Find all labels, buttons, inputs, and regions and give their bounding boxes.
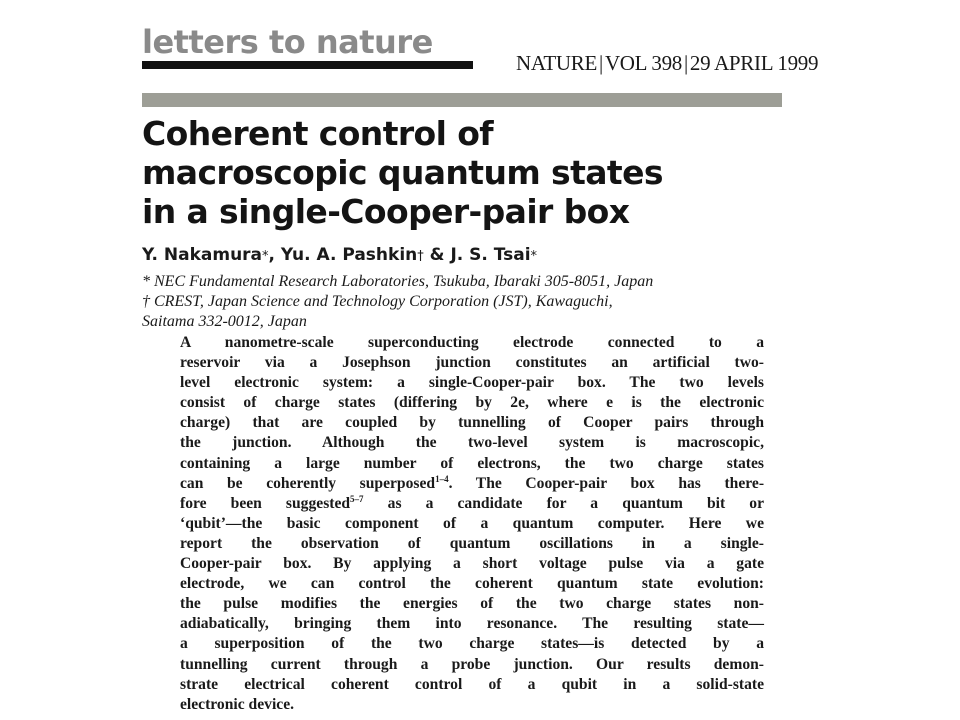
abstract-line xyxy=(180,534,764,554)
abstract-line xyxy=(180,695,764,715)
title-line: in a single-Cooper-pair box xyxy=(142,192,630,231)
journal-separator: | xyxy=(683,51,688,75)
journal-volume: VOL 398 xyxy=(604,51,682,75)
affiliation-line: Saitama 332-0012, Japan xyxy=(142,313,307,330)
abstract-line xyxy=(180,655,764,675)
abstract-text: electrode, we can control the coherent quantum state evolution: xyxy=(180,575,764,593)
abstract-text: report the observation of quantum oscillations in a single- xyxy=(180,534,764,552)
abstract-line xyxy=(180,333,764,353)
abstract-line xyxy=(180,454,764,474)
abstract-text: can be coherently superposed xyxy=(180,474,436,492)
citation-superscript: 5–7 xyxy=(350,493,364,504)
journal-name: NATURE xyxy=(516,51,598,75)
affiliations xyxy=(142,272,782,332)
masthead-rule xyxy=(142,61,473,69)
section-masthead: letters to nature xyxy=(142,23,433,61)
abstract-text: adiabatically, bringing them into resonance. The resulting state— xyxy=(180,615,764,633)
abstract-line xyxy=(180,594,764,614)
abstract-text: level electronic system: a single-Cooper-pair box. The two levels xyxy=(180,374,764,392)
abstract-text: the pulse modifies the energies of the two charge states non- xyxy=(180,595,764,613)
abstract-text: Cooper-pair box. By applying a short voltage pulse via a gate xyxy=(180,555,764,573)
journal-info xyxy=(516,50,818,76)
author-mark: * xyxy=(530,249,538,264)
affiliation-line: † CREST, Japan Science and Technology Corporation (JST), Kawaguchi, xyxy=(142,293,613,310)
abstract-text: ‘qubit’—the basic component of a quantum computer. Here we xyxy=(180,514,764,532)
abstract-line xyxy=(180,353,764,373)
author-separator: , xyxy=(268,245,281,265)
abstract-line xyxy=(180,634,764,654)
abstract-text: reservoir via a Josephson junction constitutes an artificial two- xyxy=(180,354,764,372)
abstract xyxy=(180,333,764,715)
abstract-line xyxy=(180,514,764,534)
abstract-line xyxy=(180,614,764,634)
abstract-text: A nanometre-scale superconducting electrode connected to a xyxy=(180,334,764,351)
abstract-text: fore been suggested xyxy=(180,494,351,512)
abstract-line xyxy=(180,554,764,574)
author-mark: * xyxy=(262,249,269,264)
title-line: Coherent control of xyxy=(142,114,494,153)
header-band xyxy=(142,93,782,107)
author-list xyxy=(142,244,537,268)
abstract-line xyxy=(180,675,764,695)
abstract-text: charge) that are coupled by tunnelling of Cooper pairs through xyxy=(180,414,764,432)
abstract-line xyxy=(180,413,764,433)
abstract-text: . The Cooper-pair box has there- xyxy=(448,474,765,492)
abstract-line xyxy=(180,433,764,453)
abstract-line xyxy=(180,574,764,594)
author-name: Yu. A. Pashkin xyxy=(280,245,418,265)
abstract-line xyxy=(180,373,764,393)
abstract-text: tunnelling current through a probe junction. Our results demon- xyxy=(180,655,764,673)
journal-date: 29 APRIL 1999 xyxy=(689,51,819,75)
author-name: J. S. Tsai xyxy=(450,245,531,265)
author-separator: & xyxy=(423,245,451,265)
abstract-text: as a candidate for a quantum bit or xyxy=(363,494,764,512)
citation-superscript: 1–4 xyxy=(435,473,449,484)
abstract-text: electronic device. xyxy=(180,695,295,713)
abstract-line xyxy=(180,494,764,514)
abstract-line xyxy=(180,474,764,494)
abstract-line xyxy=(180,393,764,413)
title-line: macroscopic quantum states xyxy=(142,153,663,192)
article-title xyxy=(142,114,782,231)
abstract-text: consist of charge states (differing by 2e, where e is the electronic xyxy=(180,394,764,412)
abstract-text: containing a large number of electrons, the two charge states xyxy=(180,454,764,472)
abstract-text: a superposition of the two charge states—is detected by a xyxy=(180,635,764,653)
author-name: Y. Nakamura xyxy=(142,245,263,265)
journal-separator: | xyxy=(599,51,603,75)
affiliation-line: * NEC Fundamental Research Laboratories, Tsukuba, Ibaraki 305-8051, Japan xyxy=(142,273,654,290)
abstract-text: the junction. Although the two-level system is macroscopic, xyxy=(180,434,764,452)
author-mark: † xyxy=(417,249,424,264)
abstract-text: strate electrical coherent control of a qubit in a solid-state xyxy=(180,675,764,693)
